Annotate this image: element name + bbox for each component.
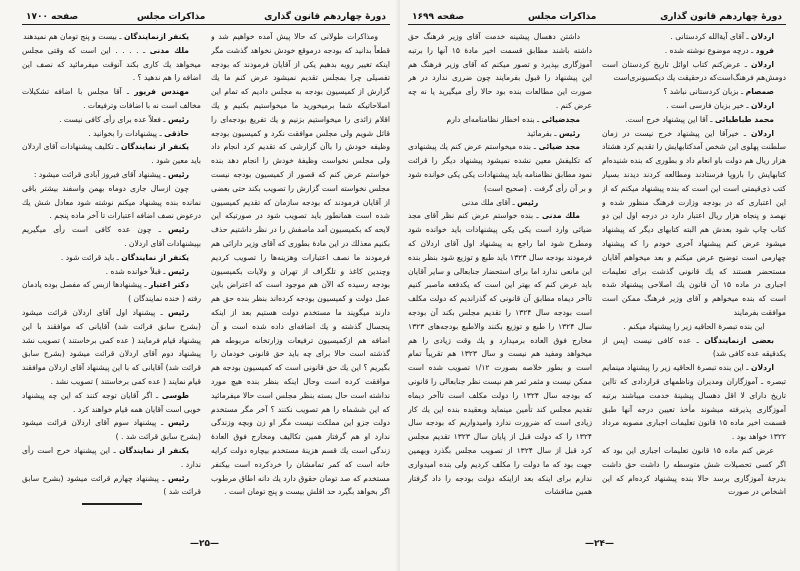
speech-paragraph	[22, 278, 201, 306]
header-title: مذاکرات مجلس	[136, 12, 206, 22]
speech-paragraph	[602, 334, 786, 362]
speech-paragraph	[22, 44, 201, 85]
speech-paragraph	[602, 99, 786, 113]
speaker-name: اردلان	[750, 128, 774, 138]
speaker-name: صمصام	[745, 87, 774, 97]
page-header	[22, 4, 390, 25]
speech-paragraph	[22, 140, 201, 168]
speech-text: ـ آقا مجلس با اضافه تشکیلات مخالف است نه با اضافات وترفیعات .	[22, 87, 201, 110]
speaker-name: اردلان	[750, 59, 774, 69]
speech-paragraph	[602, 85, 786, 99]
page-number: —۲۴—	[585, 539, 614, 549]
speech-text: عرض کنم ماده ۱۵ قانون تعلیمات اجباری این بود که اگر کسی تحصیلات شش متوسطه را داشت حق داشت بدرجهٔ آموزگاری برسد حالا بنده پیشنهاد کرده‌ام که این اشخاص در صورت	[602, 445, 786, 497]
speech-text: ـ آقای ملك مدنی	[461, 197, 518, 207]
speech-paragraph	[22, 113, 201, 127]
header-page-label: صفحه ۱۷۰۰	[26, 12, 79, 22]
header-session: دورهٔ چهاردهم قانون گذاری	[264, 12, 386, 22]
speaker-name: یکنفر از نمایندگان	[119, 445, 189, 455]
speech-text: ـ آقا این پیشنهاد خرج است.	[625, 114, 715, 124]
speaker-name: مجدضیائی	[541, 114, 580, 124]
speech-paragraph	[22, 416, 201, 444]
speaker-name: رئیس	[167, 169, 189, 179]
speaker-name: ملك مدنی	[541, 211, 580, 221]
speech-paragraph	[602, 127, 786, 320]
speaker-name: رئیس	[167, 473, 189, 483]
speech-text: داشتن دهسال پیشینه خدمت آقای وزیر فرهنگ حق داشته باشند مطابق قسمت اخیر مادهٔ ۱۵ آنها را برتبه آموزگاری بپذیرد و تصور میکنم که آقای وزیر فرهنگ هم این پیشنهاد را قبول بفرمایند چون ضرری ندارد در هر صورت این مطالعات بنده بود حالا رأی میگیرید یا نه چه عرض کنم .	[408, 32, 592, 110]
speech-text: ـ بنده اخطار نظامنامه‌ای دارم	[446, 114, 542, 124]
text-column-left	[22, 30, 201, 550]
speaker-name: یکنفر ازنمایندگان	[123, 32, 189, 41]
speech-paragraph	[408, 196, 592, 210]
speech-text: ـ پیشنهادات را بخوانید .	[88, 128, 165, 138]
speech-paragraph	[602, 44, 786, 58]
speech-text: ـ پیشنهاد سوم آقای اردلان قرائت میشود (بشرح سابق قرائت شد . )	[22, 418, 201, 442]
speech-text: ـ باید قرائت شود .	[60, 252, 122, 262]
speech-text: چون ازسال جاری دوماه بهمن واسفند بیشتر باقی نمانده بنده پیشنهاد میکنم نوشته شود معادل شش یك درعوض نصف اضافه اعتبارات تا آخر ماده پنجم .	[22, 183, 201, 221]
speaker-name: مجد ضیائی	[538, 142, 580, 152]
speech-text: این بنده تبصرهٔ الحاقیه زیر را پیشنهاد میکنم .	[623, 321, 765, 331]
speaker-name: دکتر اعتبار	[148, 280, 189, 290]
speech-text: ـ بنده خواستم عرض کنم نظر آقای مجد ضیائی وارد است یکی یکی پیشنهادات باید خوانده شود ومطرح شود اما راجع به پیشنهاد اول آقای اردلان که فرمودند بودجه سال ۱۳۲۳ باید طبع و توزیع شود بنظر بنده این مانعی ندارد اما برای استحضار جنابعالی و سایر آقایان باید عرض کنم که بهتر این است که یکدفعه ماصبر کنیم تاآخر دیماه مطابق آن قانونی که گذراندیم که دولت مکلف است بودجه سال ۱۳۲۴ را تقدیم مجلس بکند آن بودجه سال ۱۳۲۴ را طبع و توزیع بکنند والاطبع بودجه‌های ۱۳۲۳ مخارج فوق العاده برمیدارد و یك وقت زیادی را هم میخواهد ومفید هم نیست و سال ۱۳۲۳ هم تقریباً تمام است و بطور خلاصه بصورت ۱/۱۲ تصویب شده است ممکن نیست و مثمر ثمر هم نیست نظر جنابعالی را قانونی که بودجه سال ۱۳۲۴ را دولت مکلف است تاآخر دیماه تقدیم مجلس کند تأمین مینماید وبعقیده بنده این یك کار زیادی است که ضرورت ندارد وامیدواریم که بودجه سال ۱۳۲۴ را که دولت قبل از پایان سال ۱۳۲۳ تقدیم مجلس کرد قبل از سال ۱۳۲۴ از تصویب مجلس بگذرد وبهمین جهت بود که ما دولت را مکلف کردیم ولی بنده امیدواری ندارم برای اینکه بعد ازاینکه دولت بودجه را داد گرفتار همین مناقشات	[408, 211, 592, 497]
speaker-name: رئیس	[517, 197, 539, 207]
speaker-name: بعضی ازنمایندگان	[704, 335, 774, 345]
speaker-name: اردلان	[750, 100, 774, 110]
speech-paragraph	[22, 444, 201, 472]
page-header	[408, 4, 786, 25]
text-column-right	[211, 30, 390, 550]
text-paragraph	[22, 182, 201, 223]
speech-paragraph	[602, 58, 786, 86]
text-paragraph	[408, 30, 592, 113]
speech-text: ـ این پیشنهاد خرج است رأی ندارد .	[22, 445, 201, 469]
speech-text: ـ عده کافی نیست (پس از یکدقیقه عده کافی شد)	[602, 335, 786, 359]
section-divider	[82, 503, 142, 505]
speech-paragraph	[408, 140, 592, 195]
speech-paragraph	[22, 168, 201, 182]
speech-text: ـ خیرآقا این پیشنهاد خرج نیست در زمان سلطنت پهلوی این شخص آمدکتابهایش را تقدیم کرد هشتاد هزار ریال هم دولت باو انعام داد و بطوری که بنده شنیده‌ام کتابهایش را باروپا فرستادند ومطالعه کردند دیدند بسیار کتب ذی‌قیمتی است این است که بنده پیشنهاد میکنم که از این اعتباری که در بودجه وزارت فرهنگ منظور شده و نهصد و پنجاه هزار ریال اعتبار دارد در درجه اول این دو کتاب چاپ شود بعدش هم البته کتابهای دیگر که پیشنهاد میشود عرض کنم پیشنهاد آخری خودم را که پیشنهاد چهارمی است توضیح عرض میکنم و بعد میخواهم آقایان مستحضر هستند که یك قانونی گذشت برای تعلیمات اجباری در ماده ۱۵ آن قانون یك اصلاحی پیشنهاد شده است که بنده میخواهم و آقای وزیر فرهنگ ممکن است موافقت بفرمایند	[602, 128, 786, 317]
speaker-name: مهندس فریور	[134, 87, 189, 97]
header-page-label: صفحه ۱۶۹۹	[412, 12, 465, 22]
text-columns	[22, 30, 390, 550]
text-column-right	[602, 30, 786, 550]
speech-paragraph	[22, 30, 201, 44]
speech-text: ـ بنده میخواستم عرض کنم یك پیشنهادی که تکلیفش معین نشده نمیشود پیشنهاد دیگر را قرائت نمود مطابق نظامنامه باید پیشنهادات یکی یکی خوانده شود و بر آن رأی گرفت . (صحیح است)	[408, 142, 592, 193]
speech-text: ـ آقای آیةالله کردستانی .	[670, 32, 751, 41]
speech-paragraph	[22, 85, 201, 113]
speech-text: ـ پیشنهاد آقای فیروز آبادی قرائت میشود :	[33, 169, 168, 179]
speaker-name: یکنفر از نمایندگان	[121, 142, 189, 152]
speech-paragraph	[22, 223, 201, 251]
speech-text: ـ چون عده کافی است رأی میگیریم بپیشنهادات آقای اردلان .	[22, 225, 201, 248]
speaker-name: رئیس	[167, 114, 189, 124]
speech-text: ـ این بنده تبصرهٔ الحاقیه زیر را پیشنهاد مینمایم تبصره ـ آموزگاران ومدیران وناظمهای قراردادی که تااین تاریخ دارای لا اقل دهسال پیشینهٔ خدمت میباشند برتبه آموزگاری پذیرفته میشوند مأخذ تعیین درجه آنها طبق قسمت اخیر ماده ۱۵ قانون تعلیمات اجباری مصوبه مرداد ۱۳۲۲ خواهد بود .	[602, 363, 786, 442]
text-columns	[408, 30, 786, 550]
speech-paragraph	[22, 306, 201, 389]
speech-paragraph	[22, 251, 201, 265]
speech-paragraph	[602, 361, 786, 444]
speaker-name: اردلان	[750, 363, 774, 373]
text-column-left	[408, 30, 592, 550]
speech-text: ـ پیشنهادها ازبس که مفصل بوده یادمان رفته ( خنده نمایندگان )	[22, 280, 201, 304]
speech-text: ـ خیر بزبان فارسی است .	[666, 100, 751, 110]
speaker-name: محمد طباطبائی	[714, 114, 774, 124]
speech-text: ـ . . . . این است که وقتی مجلس میخواهد یك کاری بکند آنوقت میفرمائید که نصف این اضافه را هم ندهید ؟ .	[22, 45, 201, 83]
speech-text: ـ اگر آقایان توجه کنند که این چه پیشنهاد خوبی است آقایان همه قیام خواهند کرد .	[22, 390, 201, 414]
header-session: دورهٔ چهاردهم قانون گذاری	[660, 12, 782, 22]
speaker-name: رئیس	[167, 307, 189, 317]
speaker-name: رئیس	[167, 418, 189, 428]
speech-text: ـ بفرمائید	[526, 128, 559, 138]
text-paragraph	[211, 30, 390, 499]
speaker-name: فرود	[755, 45, 774, 55]
speech-paragraph	[22, 472, 201, 500]
page-number: —۲۵—	[190, 539, 219, 549]
speech-paragraph	[408, 209, 592, 499]
speech-paragraph	[602, 113, 786, 127]
speaker-name: رئیس	[167, 266, 189, 276]
speech-text: ـ بزبان کردستانی نباشد ؟	[663, 87, 746, 97]
speech-paragraph	[408, 127, 592, 141]
speech-text: ـ فعلاً عده برای رأی کافی نیست .	[59, 114, 168, 124]
header-title: مذاکرات مجلس	[527, 12, 597, 22]
speech-text: ـ عرض‌کنم کتاب اوائل تاریخ کردستان است دومش‌هم فرهنگ‌است‌که درحقیقت یك دیکسیونری‌است	[602, 59, 786, 83]
page-1699	[400, 0, 800, 571]
speaker-name: ملك مدنی	[149, 45, 189, 55]
speech-paragraph	[22, 265, 201, 279]
speech-text: ـ درچه موضوع نوشته شده .	[664, 45, 756, 55]
speaker-name: یکنفر از نمایندگان	[121, 252, 189, 262]
text-paragraph	[602, 444, 786, 499]
speech-text: ـ قبلاً خوانده شده .	[105, 266, 168, 276]
speech-text: ـ پیشنهاد اول آقای اردلان قرائت میشود (بشرح سابق قرائت شد) آقایانی که موافقند با این پیشنهاد قیام فرمایند ( عده کمی برخاستند ) تصویب نشد پیشنهاد دوم آقای اردلان قرائت میشود (بشرح سابق قرائت شد) آقایانی که با این پیشنهاد آقای اردلان موافقند قیام نمایند ( عده کمی برخاستند ) تصویب نشد .	[22, 307, 201, 386]
speech-paragraph	[22, 127, 201, 141]
speech-text: ـ تکلیف پیشنهادات آقای اردلان باید معین شود .	[22, 142, 201, 166]
speech-text: ومذاکرات طولانی که حالا پیش آمده خواهیم شد و قطعاً بدانید که بودجه درموقع خودش نخواهد گذشت مگر اینکه تغییر رویه بدهیم یکی از آقایان فرمودند که بودجه تفصیلی چرا بمجلس تقدیم نمیشود عرض کنم ما یك گزارش از کمیسیون بودجه به مجلس دادیم که تمام این اصلاحاتیکه شما برمیخورید ما میخواستیم بکنیم و یك اقلام زائدی را میخواستیم بزنیم و یك تفریغ بودجه‌ای را قائل شویم ولی مجلس موافقت نکرد و کمیسیون بودجه وظیفه خودش را باآن گزارشی که تقدیم کرد انجام داد ولی مجلس نخواست وظیفهٔ خودش را انجام دهد بنده خواستم عرض کنم که قصور از کمیسیون بودجه نیست مجلس نخواسته است گزارش را تصویب بکند حتی بعضی از آقایان فرمودند که بودجه سازمان که تقدیم کمیسیون شده است همانطور باید تصویب شود در صورتیکه این لایحه که بکمیسیون آمد ماصفش را در نظر داشتیم حذف بکنیم معذلك در این مادهٔ بطوری که آقای وزیر دارائی هم فرمودند ما نصف اعتبارات وهزینه‌ها را تصویب کردیم وچندین کاغذ و تلگراف از تهران و ولایات بکمیسیون بودجه رسیده که الآن هم موجود است که اعتراض باین عمل دولت و کمیسیون بودجه کرده‌اند بنظر بنده حق هم دارند میگویند ما مستخدم دولت هستیم بعد از اینکه پنجسال گذشته و یك اضافه‌ای داده شده است و آن اضافه هم ازکمیسیون ترفیعات وزارتخانه مربوطه هم گذشته است حالا برای چه باید حق قانونی خودمان را بگیریم ؟ این یك حق قانونی است که کمیسیون بودجه هم موافقت کرده است وحال اینکه بنظر بنده هیچ مورد نداشته است حال بسته بنظر مجلس است حالا میفرمائید که این ششماه را هم تصویب نکنند ؟ آخر مگر مستخدم دولت جزو این مملکت نیست مگر او زن وبچه وزندگی ندارد او هم گرفتار همین تکالیف ومخارج فوق العادهٔ زندگی است یك قسم هزینهٔ مستخدم بیچاره دولت کرایه خانه است که کمر تمامشان را خردکرده است بیکنفر مستخدم که صد تومان حقوق دارد یك دانه اطاق مرطوب اگر بخواهد بگیرد حد اقلش بیست و پنج تومان است .	[211, 32, 390, 497]
speaker-name: حاذقی	[164, 128, 189, 138]
speech-paragraph	[602, 30, 786, 44]
speaker-name: طوسی	[161, 390, 189, 400]
speaker-name: رئیس	[558, 128, 580, 138]
speaker-name: اردلان	[750, 32, 774, 41]
speaker-name: رئیس	[167, 225, 189, 235]
speech-text: ـ پیشنهاد چهارم قرائت میشود (بشرح سابق قرائت شد )	[22, 473, 201, 497]
speech-text: ـ بیست و پنج تومان هم نمیدهند	[23, 32, 124, 41]
speech-paragraph	[408, 113, 592, 127]
text-paragraph	[602, 320, 786, 334]
speech-paragraph	[22, 389, 201, 417]
